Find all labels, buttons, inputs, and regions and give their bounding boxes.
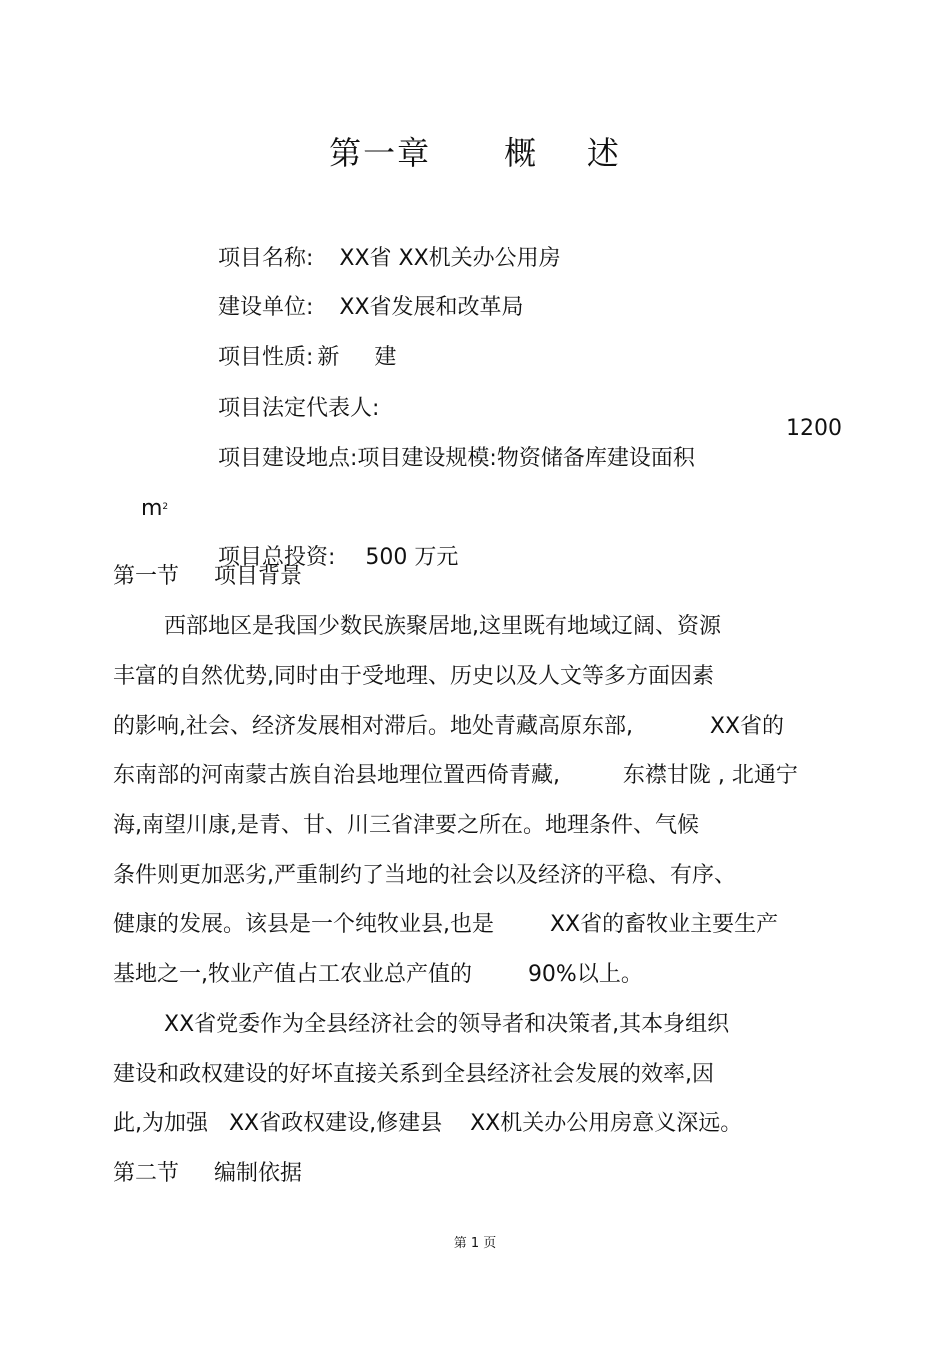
info-value: 500 万元 xyxy=(365,545,459,570)
info-value: 新 建 xyxy=(317,345,397,370)
section-heading-2: 第二节 编制依据 xyxy=(113,1161,302,1186)
section-heading-1: 第一节 项目背景 xyxy=(113,564,302,589)
paragraph-line: XX省党委作为全县经济社会的领导者和决策者,其本身组织 xyxy=(164,1012,730,1037)
area-value: 1200 xyxy=(786,416,842,441)
info-value: XX省发展和改革局 xyxy=(339,295,524,320)
chapter-title: 第一章 概 述 xyxy=(329,134,621,172)
paragraph-line: 此,为加强 XX省政权建设,修建县 XX机关办公用房意义深远。 xyxy=(113,1111,743,1136)
paragraph-line: 基地之一,牧业产值占工农业总产值的 90%以上。 xyxy=(113,962,643,987)
info-label: 项目性质: xyxy=(217,345,314,370)
paragraph-line: 健康的发展。该县是一个纯牧业县,也是 XX省的畜牧业主要生产 xyxy=(113,912,779,937)
paragraph-line: 的影响,社会、经济发展相对滞后。地处青藏高原东部, XX省的 xyxy=(113,714,785,739)
info-label: 项目法定代表人: xyxy=(217,396,380,421)
info-value: XX省 XX机关办公用房 xyxy=(339,246,561,271)
area-unit xyxy=(113,464,168,554)
paragraph-line: 条件则更加恶劣,严重制约了当地的社会以及经济的平稳、有序、 xyxy=(113,863,736,888)
area-unit-superscript: 2 xyxy=(162,502,169,512)
paragraph-line: 海,南望川康,是青、甘、川三省津要之所在。地理条件、气候 xyxy=(113,813,699,838)
info-value: 项目建设规模:物资储备库建设面积 xyxy=(357,446,695,471)
paragraph-line: 东南部的河南蒙古族自治县地理位置西倚青藏, 东襟甘陇 , 北通宁 xyxy=(113,763,798,788)
page-number: 第 1 页 xyxy=(453,1236,497,1251)
info-label: 项目建设地点: xyxy=(217,446,358,471)
paragraph-line: 西部地区是我国少数民族聚居地,这里既有地域辽阔、资源 xyxy=(164,614,721,639)
info-label: 项目名称: xyxy=(217,246,314,271)
info-location-scale xyxy=(190,414,695,504)
paragraph-line: 丰富的自然优势,同时由于受地理、历史以及人文等多方面因素 xyxy=(113,664,714,689)
info-label: 项目总投资: xyxy=(217,545,336,570)
info-label: 建设单位: xyxy=(217,295,314,320)
area-unit-text: m xyxy=(140,496,163,521)
paragraph-line: 建设和政权建设的好坏直接关系到全县经济社会发展的效率,因 xyxy=(113,1062,714,1087)
